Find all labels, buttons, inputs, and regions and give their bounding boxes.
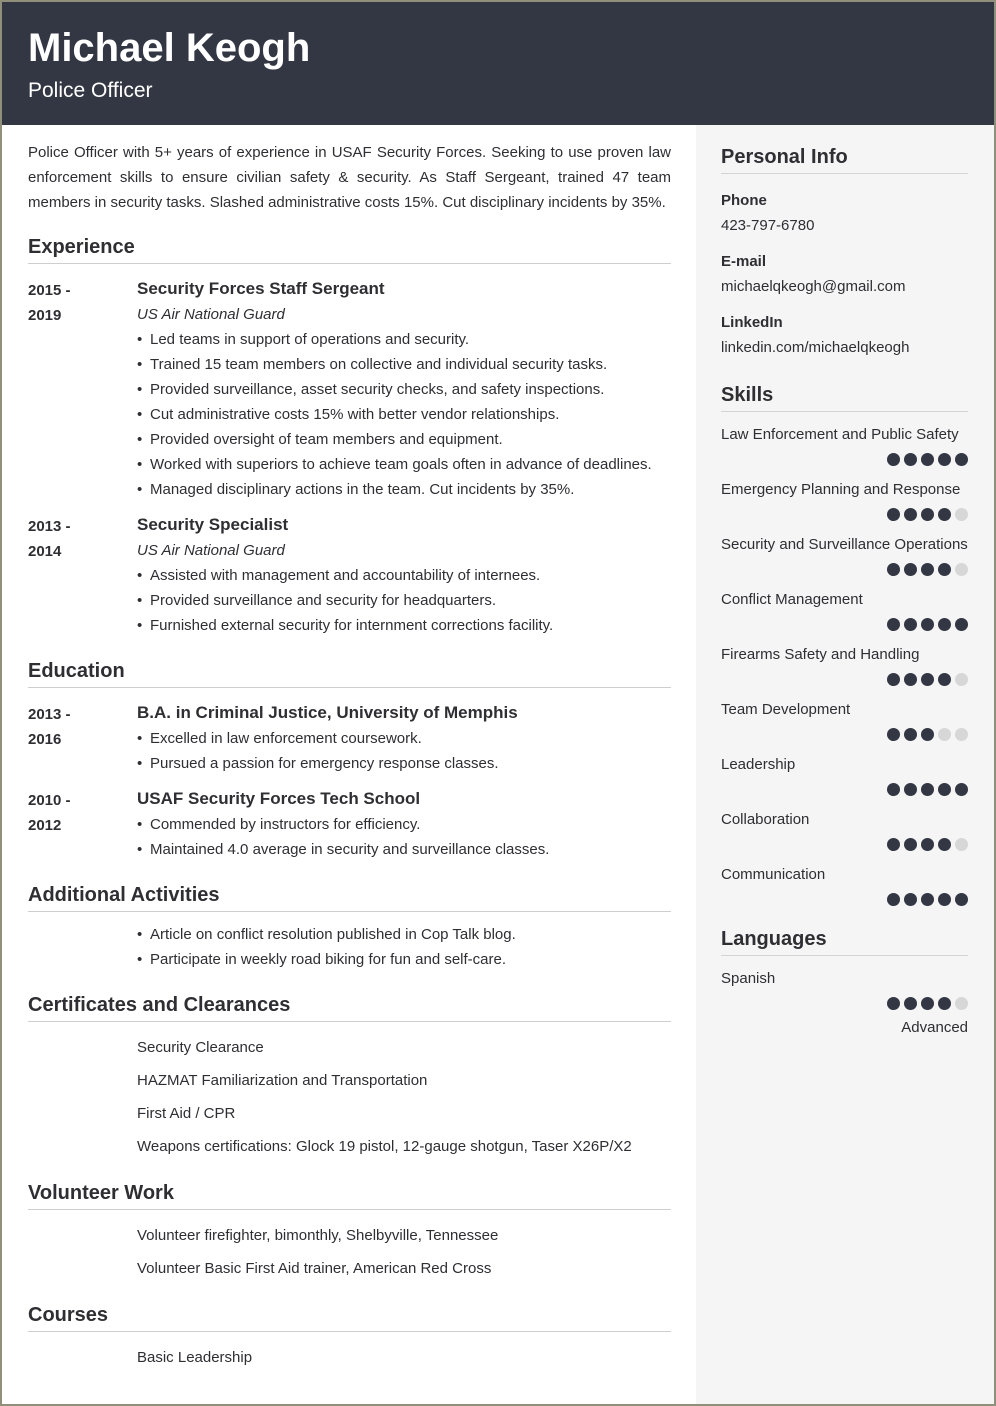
- activities-section: [28, 882, 671, 972]
- job-title: Police Officer: [28, 79, 153, 102]
- rating-dot-filled-icon: [921, 508, 934, 521]
- rating-dot-empty-icon: [955, 508, 968, 521]
- certificates-list: [28, 1031, 671, 1163]
- list-item: Weapons certifications: Glock 19 pistol, 12-gauge shotgun, Taser X26P/X2: [137, 1138, 632, 1155]
- skill-name: Law Enforcement and Public Safety: [721, 426, 959, 443]
- rating-dot-filled-icon: [887, 453, 900, 466]
- rating-dot-filled-icon: [938, 563, 951, 576]
- rating-dots: [721, 783, 968, 796]
- rating-dots: [721, 997, 968, 1010]
- skill-name: Collaboration: [721, 811, 810, 828]
- list-item: • Worked with superiors to achieve team goals often in advance of deadlines.: [137, 456, 652, 473]
- skill-name: Leadership: [721, 756, 796, 773]
- skill-name: Emergency Planning and Response: [721, 481, 961, 498]
- rating-dot-filled-icon: [921, 783, 934, 796]
- rating-dot-filled-icon: [938, 618, 951, 631]
- skills-list: [721, 422, 968, 906]
- list-item: • Provided oversight of team members and equipment.: [137, 431, 503, 448]
- list-item: Basic Leadership: [137, 1349, 253, 1366]
- entry-date: [28, 514, 128, 564]
- education-section: [28, 658, 671, 862]
- certificates-title: Certificates and Clearances: [28, 992, 671, 1022]
- rating-dot-empty-icon: [955, 997, 968, 1010]
- education-entry: [28, 700, 671, 776]
- language-item: [721, 966, 968, 1040]
- rating-dot-filled-icon: [904, 783, 917, 796]
- date-end: 2014: [28, 543, 62, 560]
- language-name: Spanish: [721, 970, 776, 987]
- list-item: • Furnished external security for internment corrections facility.: [137, 617, 554, 634]
- rating-dots: [721, 673, 968, 686]
- list-item: • Excelled in law enforcement coursework.: [137, 730, 422, 747]
- list-item: Volunteer Basic First Aid trainer, American Red Cross: [137, 1260, 492, 1277]
- skill-item: [721, 477, 968, 521]
- rating-dots: [721, 618, 968, 631]
- rating-dots: [721, 508, 968, 521]
- list-item: • Managed disciplinary actions in the team. Cut incidents by 35%.: [137, 481, 575, 498]
- skill-name: Communication: [721, 866, 826, 883]
- activities-list-wrap: [28, 922, 671, 972]
- rating-dot-filled-icon: [887, 783, 900, 796]
- degree-title: B.A. in Criminal Justice, University of Memphis: [137, 703, 518, 722]
- date-end: 2016: [28, 731, 62, 748]
- skills-title: Skills: [721, 382, 968, 412]
- rating-dots: [721, 838, 968, 851]
- list-item: • Assisted with management and accountability of internees.: [137, 567, 541, 584]
- date-start: 2013 -: [28, 706, 71, 723]
- list-item: • Led teams in support of operations and security.: [137, 331, 470, 348]
- resume-header: [2, 2, 994, 125]
- list-item: HAZMAT Familiarization and Transportation: [137, 1072, 428, 1089]
- bullet-list: [137, 327, 671, 502]
- list-item: Security Clearance: [137, 1039, 264, 1056]
- linkedin-label: LinkedIn: [721, 314, 783, 331]
- rating-dot-filled-icon: [887, 997, 900, 1010]
- email-label: E-mail: [721, 253, 767, 270]
- date-end: 2012: [28, 817, 62, 834]
- rating-dot-filled-icon: [921, 673, 934, 686]
- rating-dot-filled-icon: [938, 783, 951, 796]
- skill-item: [721, 862, 968, 906]
- rating-dot-empty-icon: [955, 673, 968, 686]
- linkedin-value: linkedin.com/michaelqkeogh: [721, 339, 910, 356]
- skill-item: [721, 697, 968, 741]
- skill-name: Security and Surveillance Operations: [721, 536, 968, 553]
- education-title: Education: [28, 658, 671, 688]
- list-item: • Participate in weekly road biking for fun and self-care.: [137, 951, 507, 968]
- skill-item: [721, 532, 968, 576]
- rating-dot-empty-icon: [938, 728, 951, 741]
- skill-item: [721, 752, 968, 796]
- rating-dot-filled-icon: [904, 618, 917, 631]
- phone-label: Phone: [721, 192, 767, 209]
- rating-dot-filled-icon: [887, 508, 900, 521]
- rating-dot-filled-icon: [921, 838, 934, 851]
- job-role: Security Forces Staff Sergeant: [137, 279, 385, 298]
- job-organization: US Air National Guard: [137, 542, 285, 559]
- skill-item: [721, 642, 968, 686]
- bullet-list: [137, 812, 671, 862]
- date-start: 2010 -: [28, 792, 71, 809]
- list-item: • Provided surveillance, asset security checks, and safety inspections.: [137, 381, 605, 398]
- skill-name: Firearms Safety and Handling: [721, 646, 920, 663]
- email-value: michaelqkeogh@gmail.com: [721, 278, 906, 295]
- languages-list: [721, 966, 968, 1040]
- courses-section: [28, 1302, 671, 1374]
- list-item: • Article on conflict resolution published in Cop Talk blog.: [137, 926, 516, 943]
- rating-dot-filled-icon: [955, 618, 968, 631]
- languages-section: [721, 926, 968, 1040]
- rating-dot-filled-icon: [921, 563, 934, 576]
- courses-list: [28, 1341, 671, 1374]
- rating-dot-filled-icon: [904, 893, 917, 906]
- personal-info-title: Personal Info: [721, 144, 968, 174]
- summary: Police Officer with 5+ years of experience in USAF Security Forces. Seeking to use proven law enforcement skills to ensure civilian safety & security. As Staff Sergeant, trained 47 team members in security tasks. Slashed administrative costs 15%. Cut disciplinary incidents by 35%.: [28, 144, 671, 211]
- skill-item: [721, 587, 968, 631]
- rating-dot-filled-icon: [921, 618, 934, 631]
- rating-dot-filled-icon: [955, 453, 968, 466]
- list-item: First Aid / CPR: [137, 1105, 236, 1122]
- bullet-list: [137, 922, 671, 972]
- date-start: 2013 -: [28, 518, 71, 535]
- sidebar: [721, 144, 968, 1040]
- list-item: • Cut administrative costs 15% with better vendor relationships.: [137, 406, 560, 423]
- rating-dot-filled-icon: [921, 893, 934, 906]
- activities-title: Additional Activities: [28, 882, 671, 912]
- rating-dots: [721, 893, 968, 906]
- rating-dot-filled-icon: [921, 728, 934, 741]
- job-organization: US Air National Guard: [137, 306, 285, 323]
- entry-date: [28, 278, 128, 328]
- skill-item: [721, 422, 968, 466]
- rating-dot-filled-icon: [938, 508, 951, 521]
- rating-dot-filled-icon: [904, 997, 917, 1010]
- list-item: Volunteer firefighter, bimonthly, Shelbyville, Tennessee: [137, 1227, 499, 1244]
- certificates-section: [28, 992, 671, 1163]
- skills-section: [721, 382, 968, 906]
- rating-dot-filled-icon: [921, 997, 934, 1010]
- experience-entry: [28, 276, 671, 502]
- entry-date: [28, 788, 128, 838]
- skill-name: Team Development: [721, 701, 851, 718]
- entry-date: [28, 702, 128, 752]
- list-item: • Provided surveillance and security for headquarters.: [137, 592, 497, 609]
- language-level: Advanced: [901, 1019, 968, 1036]
- list-item: • Commended by instructors for efficiency.: [137, 816, 421, 833]
- list-item: • Trained 15 team members on collective and individual security tasks.: [137, 356, 608, 373]
- rating-dots: [721, 563, 968, 576]
- experience-section: [28, 234, 671, 638]
- rating-dot-filled-icon: [887, 728, 900, 741]
- rating-dot-filled-icon: [887, 563, 900, 576]
- experience-entry: [28, 512, 671, 638]
- date-end: 2019: [28, 307, 62, 324]
- date-start: 2015 -: [28, 282, 71, 299]
- volunteer-list: [28, 1219, 671, 1285]
- main-column: [28, 140, 671, 1374]
- phone-value: 423-797-6780: [721, 217, 815, 234]
- rating-dot-filled-icon: [887, 618, 900, 631]
- rating-dot-filled-icon: [938, 673, 951, 686]
- rating-dot-filled-icon: [955, 893, 968, 906]
- volunteer-title: Volunteer Work: [28, 1180, 671, 1210]
- rating-dot-filled-icon: [904, 673, 917, 686]
- rating-dot-filled-icon: [938, 838, 951, 851]
- courses-title: Courses: [28, 1302, 671, 1332]
- bullet-list: [137, 563, 671, 638]
- rating-dot-empty-icon: [955, 563, 968, 576]
- rating-dot-filled-icon: [904, 508, 917, 521]
- rating-dot-filled-icon: [904, 453, 917, 466]
- personal-info-section: [721, 144, 968, 360]
- rating-dots: [721, 453, 968, 466]
- list-item: • Pursued a passion for emergency response classes.: [137, 755, 499, 772]
- degree-title: USAF Security Forces Tech School: [137, 789, 421, 808]
- rating-dot-filled-icon: [921, 453, 934, 466]
- rating-dot-filled-icon: [887, 838, 900, 851]
- candidate-name: Michael Keogh: [28, 26, 311, 70]
- education-entry: [28, 786, 671, 862]
- job-role: Security Specialist: [137, 515, 289, 534]
- rating-dot-filled-icon: [938, 893, 951, 906]
- rating-dot-empty-icon: [955, 838, 968, 851]
- skill-name: Conflict Management: [721, 591, 863, 608]
- bullet-list: [137, 726, 671, 776]
- rating-dot-filled-icon: [904, 838, 917, 851]
- rating-dot-filled-icon: [887, 893, 900, 906]
- rating-dot-empty-icon: [955, 728, 968, 741]
- rating-dots: [721, 728, 968, 741]
- volunteer-section: [28, 1180, 671, 1285]
- list-item: • Maintained 4.0 average in security and surveillance classes.: [137, 841, 550, 858]
- languages-title: Languages: [721, 926, 968, 956]
- rating-dot-filled-icon: [955, 783, 968, 796]
- skill-item: [721, 807, 968, 851]
- rating-dot-filled-icon: [904, 563, 917, 576]
- rating-dot-filled-icon: [938, 997, 951, 1010]
- experience-title: Experience: [28, 234, 671, 264]
- rating-dot-filled-icon: [904, 728, 917, 741]
- rating-dot-filled-icon: [938, 453, 951, 466]
- rating-dot-filled-icon: [887, 673, 900, 686]
